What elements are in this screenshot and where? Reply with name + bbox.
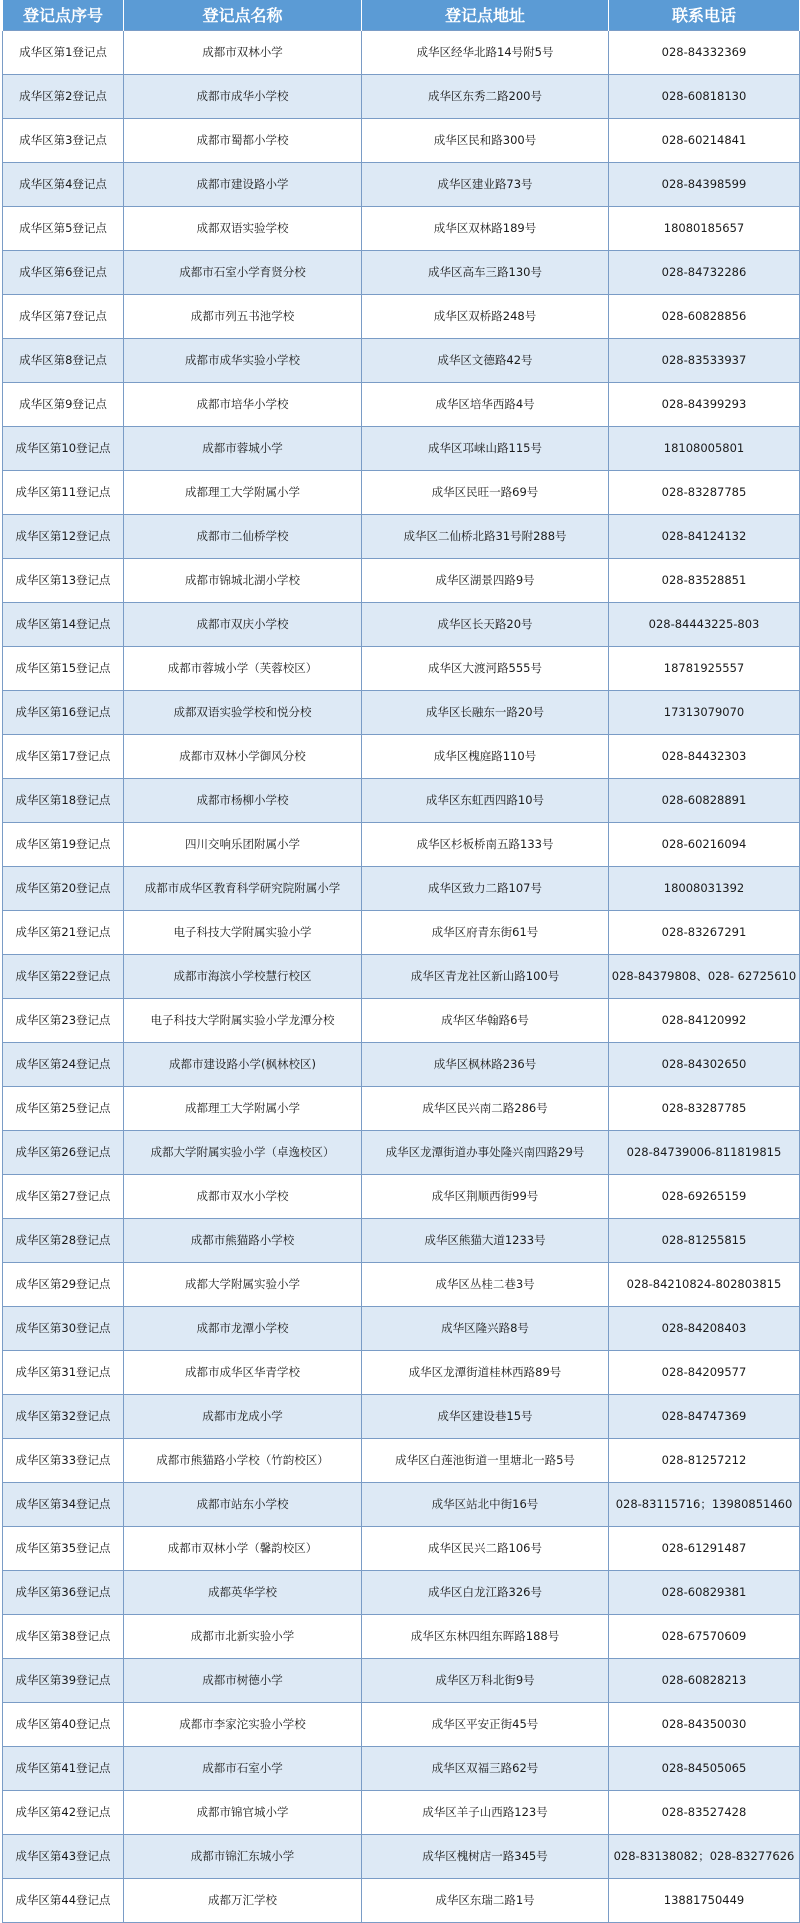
cell-name: 电子科技大学附属实验小学	[124, 910, 362, 954]
cell-index: 成华区第1登记点	[3, 30, 124, 74]
table-row	[3, 1306, 800, 1350]
cell-phone: 028-69265159	[609, 1174, 800, 1218]
table-row	[3, 1570, 800, 1614]
cell-phone: 028-60828891	[609, 778, 800, 822]
cell-address: 成华区荆顺西街99号	[362, 1174, 609, 1218]
cell-name: 成都市李家沱实验小学校	[124, 1702, 362, 1746]
cell-index: 成华区第9登记点	[3, 382, 124, 426]
header-phone: 联系电话	[609, 0, 800, 30]
cell-phone: 028-83115716；13980851460	[609, 1482, 800, 1526]
cell-address: 成华区长天路20号	[362, 602, 609, 646]
cell-index: 成华区第12登记点	[3, 514, 124, 558]
cell-phone: 028-60818130	[609, 74, 800, 118]
cell-phone: 028-84302650	[609, 1042, 800, 1086]
cell-address: 成华区大渡河路555号	[362, 646, 609, 690]
cell-phone: 028-83533937	[609, 338, 800, 382]
cell-phone: 028-83138082；028-83277626	[609, 1834, 800, 1878]
cell-name: 成都市双林小学（馨韵校区）	[124, 1526, 362, 1570]
table-row	[3, 690, 800, 734]
cell-address: 成华区双林路189号	[362, 206, 609, 250]
cell-name: 成都英华学校	[124, 1570, 362, 1614]
cell-phone: 028-84209577	[609, 1350, 800, 1394]
table-row	[3, 1394, 800, 1438]
cell-index: 成华区第43登记点	[3, 1834, 124, 1878]
table-row	[3, 558, 800, 602]
table-row	[3, 1790, 800, 1834]
registration-table	[2, 0, 800, 1923]
cell-name: 成都市成华区教育科学研究院附属小学	[124, 866, 362, 910]
cell-name: 电子科技大学附属实验小学龙潭分校	[124, 998, 362, 1042]
cell-address: 成华区府青东街61号	[362, 910, 609, 954]
cell-name: 成都市蓉城小学（芙蓉校区）	[124, 646, 362, 690]
table-row	[3, 382, 800, 426]
cell-name: 成都市站东小学校	[124, 1482, 362, 1526]
table-row	[3, 602, 800, 646]
cell-phone: 028-84210824-802803815	[609, 1262, 800, 1306]
table-body	[3, 30, 800, 1922]
table-row	[3, 1482, 800, 1526]
table-row	[3, 514, 800, 558]
cell-address: 成华区邛崃山路115号	[362, 426, 609, 470]
cell-index: 成华区第19登记点	[3, 822, 124, 866]
cell-address: 成华区羊子山西路123号	[362, 1790, 609, 1834]
cell-address: 成华区建设巷15号	[362, 1394, 609, 1438]
cell-name: 成都市蜀都小学校	[124, 118, 362, 162]
cell-index: 成华区第2登记点	[3, 74, 124, 118]
cell-address: 成华区槐树店一路345号	[362, 1834, 609, 1878]
cell-name: 成都双语实验学校和悦分校	[124, 690, 362, 734]
cell-phone: 028-84398599	[609, 162, 800, 206]
cell-index: 成华区第22登记点	[3, 954, 124, 998]
cell-phone: 028-84505065	[609, 1746, 800, 1790]
cell-index: 成华区第42登记点	[3, 1790, 124, 1834]
cell-index: 成华区第44登记点	[3, 1878, 124, 1922]
cell-phone: 028-60829381	[609, 1570, 800, 1614]
cell-address: 成华区东秀二路200号	[362, 74, 609, 118]
cell-phone: 028-84739006-811819815	[609, 1130, 800, 1174]
cell-address: 成华区东瑞二路1号	[362, 1878, 609, 1922]
cell-name: 成都市双林小学	[124, 30, 362, 74]
cell-name: 四川交响乐团附属小学	[124, 822, 362, 866]
cell-address: 成华区湖景四路9号	[362, 558, 609, 602]
cell-name: 成都市树德小学	[124, 1658, 362, 1702]
cell-name: 成都市龙成小学	[124, 1394, 362, 1438]
table-row	[3, 646, 800, 690]
cell-index: 成华区第15登记点	[3, 646, 124, 690]
cell-index: 成华区第38登记点	[3, 1614, 124, 1658]
cell-phone: 028-83287785	[609, 1086, 800, 1130]
cell-index: 成华区第35登记点	[3, 1526, 124, 1570]
cell-address: 成华区熊猫大道1233号	[362, 1218, 609, 1262]
cell-name: 成都万汇学校	[124, 1878, 362, 1922]
cell-address: 成华区双桥路248号	[362, 294, 609, 338]
cell-name: 成都市石室小学育贤分校	[124, 250, 362, 294]
table-row	[3, 910, 800, 954]
table-row	[3, 426, 800, 470]
table-row	[3, 1526, 800, 1570]
cell-phone: 028-84732286	[609, 250, 800, 294]
cell-name: 成都市双林小学御风分校	[124, 734, 362, 778]
cell-name: 成都市双庆小学校	[124, 602, 362, 646]
cell-phone: 028-60828213	[609, 1658, 800, 1702]
cell-phone: 028-60828856	[609, 294, 800, 338]
cell-phone: 18108005801	[609, 426, 800, 470]
cell-index: 成华区第11登记点	[3, 470, 124, 514]
cell-address: 成华区民旺一路69号	[362, 470, 609, 514]
cell-address: 成华区槐庭路110号	[362, 734, 609, 778]
cell-address: 成华区文德路42号	[362, 338, 609, 382]
cell-index: 成华区第33登记点	[3, 1438, 124, 1482]
table-row	[3, 866, 800, 910]
cell-phone: 028-84747369	[609, 1394, 800, 1438]
cell-name: 成都大学附属实验小学	[124, 1262, 362, 1306]
cell-name: 成都市海滨小学校慧行校区	[124, 954, 362, 998]
cell-address: 成华区双福三路62号	[362, 1746, 609, 1790]
cell-phone: 18781925557	[609, 646, 800, 690]
cell-address: 成华区二仙桥北路31号附288号	[362, 514, 609, 558]
cell-phone: 028-84379808、028- 62725610	[609, 954, 800, 998]
cell-address: 成华区民和路300号	[362, 118, 609, 162]
cell-index: 成华区第36登记点	[3, 1570, 124, 1614]
cell-address: 成华区隆兴路8号	[362, 1306, 609, 1350]
cell-address: 成华区东林四组东晖路188号	[362, 1614, 609, 1658]
cell-address: 成华区白莲池街道一里塘北一路5号	[362, 1438, 609, 1482]
table-row	[3, 1130, 800, 1174]
table-row	[3, 206, 800, 250]
cell-name: 成都理工大学附属小学	[124, 470, 362, 514]
cell-phone: 028-84120992	[609, 998, 800, 1042]
cell-name: 成都市成华实验小学校	[124, 338, 362, 382]
cell-name: 成都市双水小学校	[124, 1174, 362, 1218]
table-row	[3, 30, 800, 74]
cell-name: 成都市培华小学校	[124, 382, 362, 426]
cell-index: 成华区第18登记点	[3, 778, 124, 822]
cell-address: 成华区丛桂二巷3号	[362, 1262, 609, 1306]
cell-address: 成华区龙潭街道办事处隆兴南四路29号	[362, 1130, 609, 1174]
cell-address: 成华区平安正街45号	[362, 1702, 609, 1746]
cell-name: 成都市锦官城小学	[124, 1790, 362, 1834]
cell-address: 成华区民兴二路106号	[362, 1526, 609, 1570]
table-row	[3, 1834, 800, 1878]
table-row	[3, 294, 800, 338]
cell-phone: 028-83267291	[609, 910, 800, 954]
table-row	[3, 1614, 800, 1658]
cell-index: 成华区第3登记点	[3, 118, 124, 162]
cell-phone: 028-84332369	[609, 30, 800, 74]
table-row	[3, 1878, 800, 1922]
cell-index: 成华区第20登记点	[3, 866, 124, 910]
table-row	[3, 1262, 800, 1306]
table-row	[3, 1658, 800, 1702]
table-row	[3, 74, 800, 118]
cell-index: 成华区第30登记点	[3, 1306, 124, 1350]
cell-address: 成华区白龙江路326号	[362, 1570, 609, 1614]
cell-name: 成都市熊猫路小学校	[124, 1218, 362, 1262]
cell-index: 成华区第8登记点	[3, 338, 124, 382]
cell-address: 成华区经华北路14号附5号	[362, 30, 609, 74]
cell-name: 成都大学附属实验小学（卓逸校区）	[124, 1130, 362, 1174]
cell-name: 成都双语实验学校	[124, 206, 362, 250]
cell-address: 成华区站北中街16号	[362, 1482, 609, 1526]
cell-phone: 028-60214841	[609, 118, 800, 162]
cell-phone: 18008031392	[609, 866, 800, 910]
table-row	[3, 734, 800, 778]
cell-index: 成华区第27登记点	[3, 1174, 124, 1218]
table-row	[3, 118, 800, 162]
cell-index: 成华区第34登记点	[3, 1482, 124, 1526]
cell-index: 成华区第23登记点	[3, 998, 124, 1042]
table-row	[3, 162, 800, 206]
cell-name: 成都市杨柳小学校	[124, 778, 362, 822]
cell-name: 成都市成华区华青学校	[124, 1350, 362, 1394]
table-row	[3, 1746, 800, 1790]
cell-name: 成都市石室小学	[124, 1746, 362, 1790]
table-row	[3, 470, 800, 514]
table-row	[3, 998, 800, 1042]
cell-address: 成华区万科北街9号	[362, 1658, 609, 1702]
table-row	[3, 338, 800, 382]
cell-name: 成都理工大学附属小学	[124, 1086, 362, 1130]
cell-address: 成华区东虹西四路10号	[362, 778, 609, 822]
cell-address: 成华区高车三路130号	[362, 250, 609, 294]
cell-phone: 18080185657	[609, 206, 800, 250]
cell-address: 成华区致力二路107号	[362, 866, 609, 910]
cell-name: 成都市列五书池学校	[124, 294, 362, 338]
table-row	[3, 954, 800, 998]
cell-index: 成华区第26登记点	[3, 1130, 124, 1174]
table-row	[3, 250, 800, 294]
table-row	[3, 1350, 800, 1394]
cell-index: 成华区第28登记点	[3, 1218, 124, 1262]
cell-index: 成华区第10登记点	[3, 426, 124, 470]
cell-address: 成华区长融东一路20号	[362, 690, 609, 734]
cell-index: 成华区第7登记点	[3, 294, 124, 338]
cell-index: 成华区第40登记点	[3, 1702, 124, 1746]
cell-index: 成华区第13登记点	[3, 558, 124, 602]
cell-name: 成都市锦汇东城小学	[124, 1834, 362, 1878]
cell-name: 成都市熊猫路小学校（竹韵校区）	[124, 1438, 362, 1482]
cell-phone: 028-83528851	[609, 558, 800, 602]
cell-index: 成华区第39登记点	[3, 1658, 124, 1702]
cell-phone: 028-67570609	[609, 1614, 800, 1658]
cell-address: 成华区培华西路4号	[362, 382, 609, 426]
cell-index: 成华区第32登记点	[3, 1394, 124, 1438]
table-row	[3, 1218, 800, 1262]
cell-index: 成华区第24登记点	[3, 1042, 124, 1086]
cell-address: 成华区杉板桥南五路133号	[362, 822, 609, 866]
cell-phone: 028-81255815	[609, 1218, 800, 1262]
table-row	[3, 1438, 800, 1482]
cell-address: 成华区龙潭街道桂林西路89号	[362, 1350, 609, 1394]
cell-phone: 028-61291487	[609, 1526, 800, 1570]
cell-name: 成都市建设路小学	[124, 162, 362, 206]
cell-phone: 028-84208403	[609, 1306, 800, 1350]
cell-index: 成华区第5登记点	[3, 206, 124, 250]
cell-index: 成华区第31登记点	[3, 1350, 124, 1394]
cell-phone: 028-83287785	[609, 470, 800, 514]
cell-phone: 028-84124132	[609, 514, 800, 558]
cell-address: 成华区建业路73号	[362, 162, 609, 206]
cell-index: 成华区第17登记点	[3, 734, 124, 778]
cell-index: 成华区第6登记点	[3, 250, 124, 294]
cell-address: 成华区华翰路6号	[362, 998, 609, 1042]
cell-name: 成都市建设路小学(枫林校区)	[124, 1042, 362, 1086]
table-row	[3, 1042, 800, 1086]
cell-name: 成都市成华小学校	[124, 74, 362, 118]
header-address: 登记点地址	[362, 0, 609, 30]
cell-phone: 028-83527428	[609, 1790, 800, 1834]
table-row	[3, 1702, 800, 1746]
cell-name: 成都市锦城北湖小学校	[124, 558, 362, 602]
table-row	[3, 822, 800, 866]
cell-index: 成华区第14登记点	[3, 602, 124, 646]
cell-phone: 028-84443225-803	[609, 602, 800, 646]
cell-address: 成华区青龙社区新山路100号	[362, 954, 609, 998]
cell-name: 成都市北新实验小学	[124, 1614, 362, 1658]
table-row	[3, 778, 800, 822]
cell-index: 成华区第21登记点	[3, 910, 124, 954]
cell-index: 成华区第4登记点	[3, 162, 124, 206]
header-index: 登记点序号	[3, 0, 124, 30]
cell-phone: 028-81257212	[609, 1438, 800, 1482]
cell-index: 成华区第41登记点	[3, 1746, 124, 1790]
cell-phone: 13881750449	[609, 1878, 800, 1922]
cell-address: 成华区民兴南二路286号	[362, 1086, 609, 1130]
cell-phone: 028-84350030	[609, 1702, 800, 1746]
cell-name: 成都市龙潭小学校	[124, 1306, 362, 1350]
cell-index: 成华区第16登记点	[3, 690, 124, 734]
cell-phone: 028-84399293	[609, 382, 800, 426]
cell-phone: 17313079070	[609, 690, 800, 734]
cell-phone: 028-60216094	[609, 822, 800, 866]
cell-name: 成都市二仙桥学校	[124, 514, 362, 558]
header-name: 登记点名称	[124, 0, 362, 30]
table-row	[3, 1174, 800, 1218]
table-row	[3, 1086, 800, 1130]
cell-index: 成华区第29登记点	[3, 1262, 124, 1306]
table-header-row	[3, 0, 800, 30]
cell-phone: 028-84432303	[609, 734, 800, 778]
cell-address: 成华区枫林路236号	[362, 1042, 609, 1086]
cell-name: 成都市蓉城小学	[124, 426, 362, 470]
cell-index: 成华区第25登记点	[3, 1086, 124, 1130]
